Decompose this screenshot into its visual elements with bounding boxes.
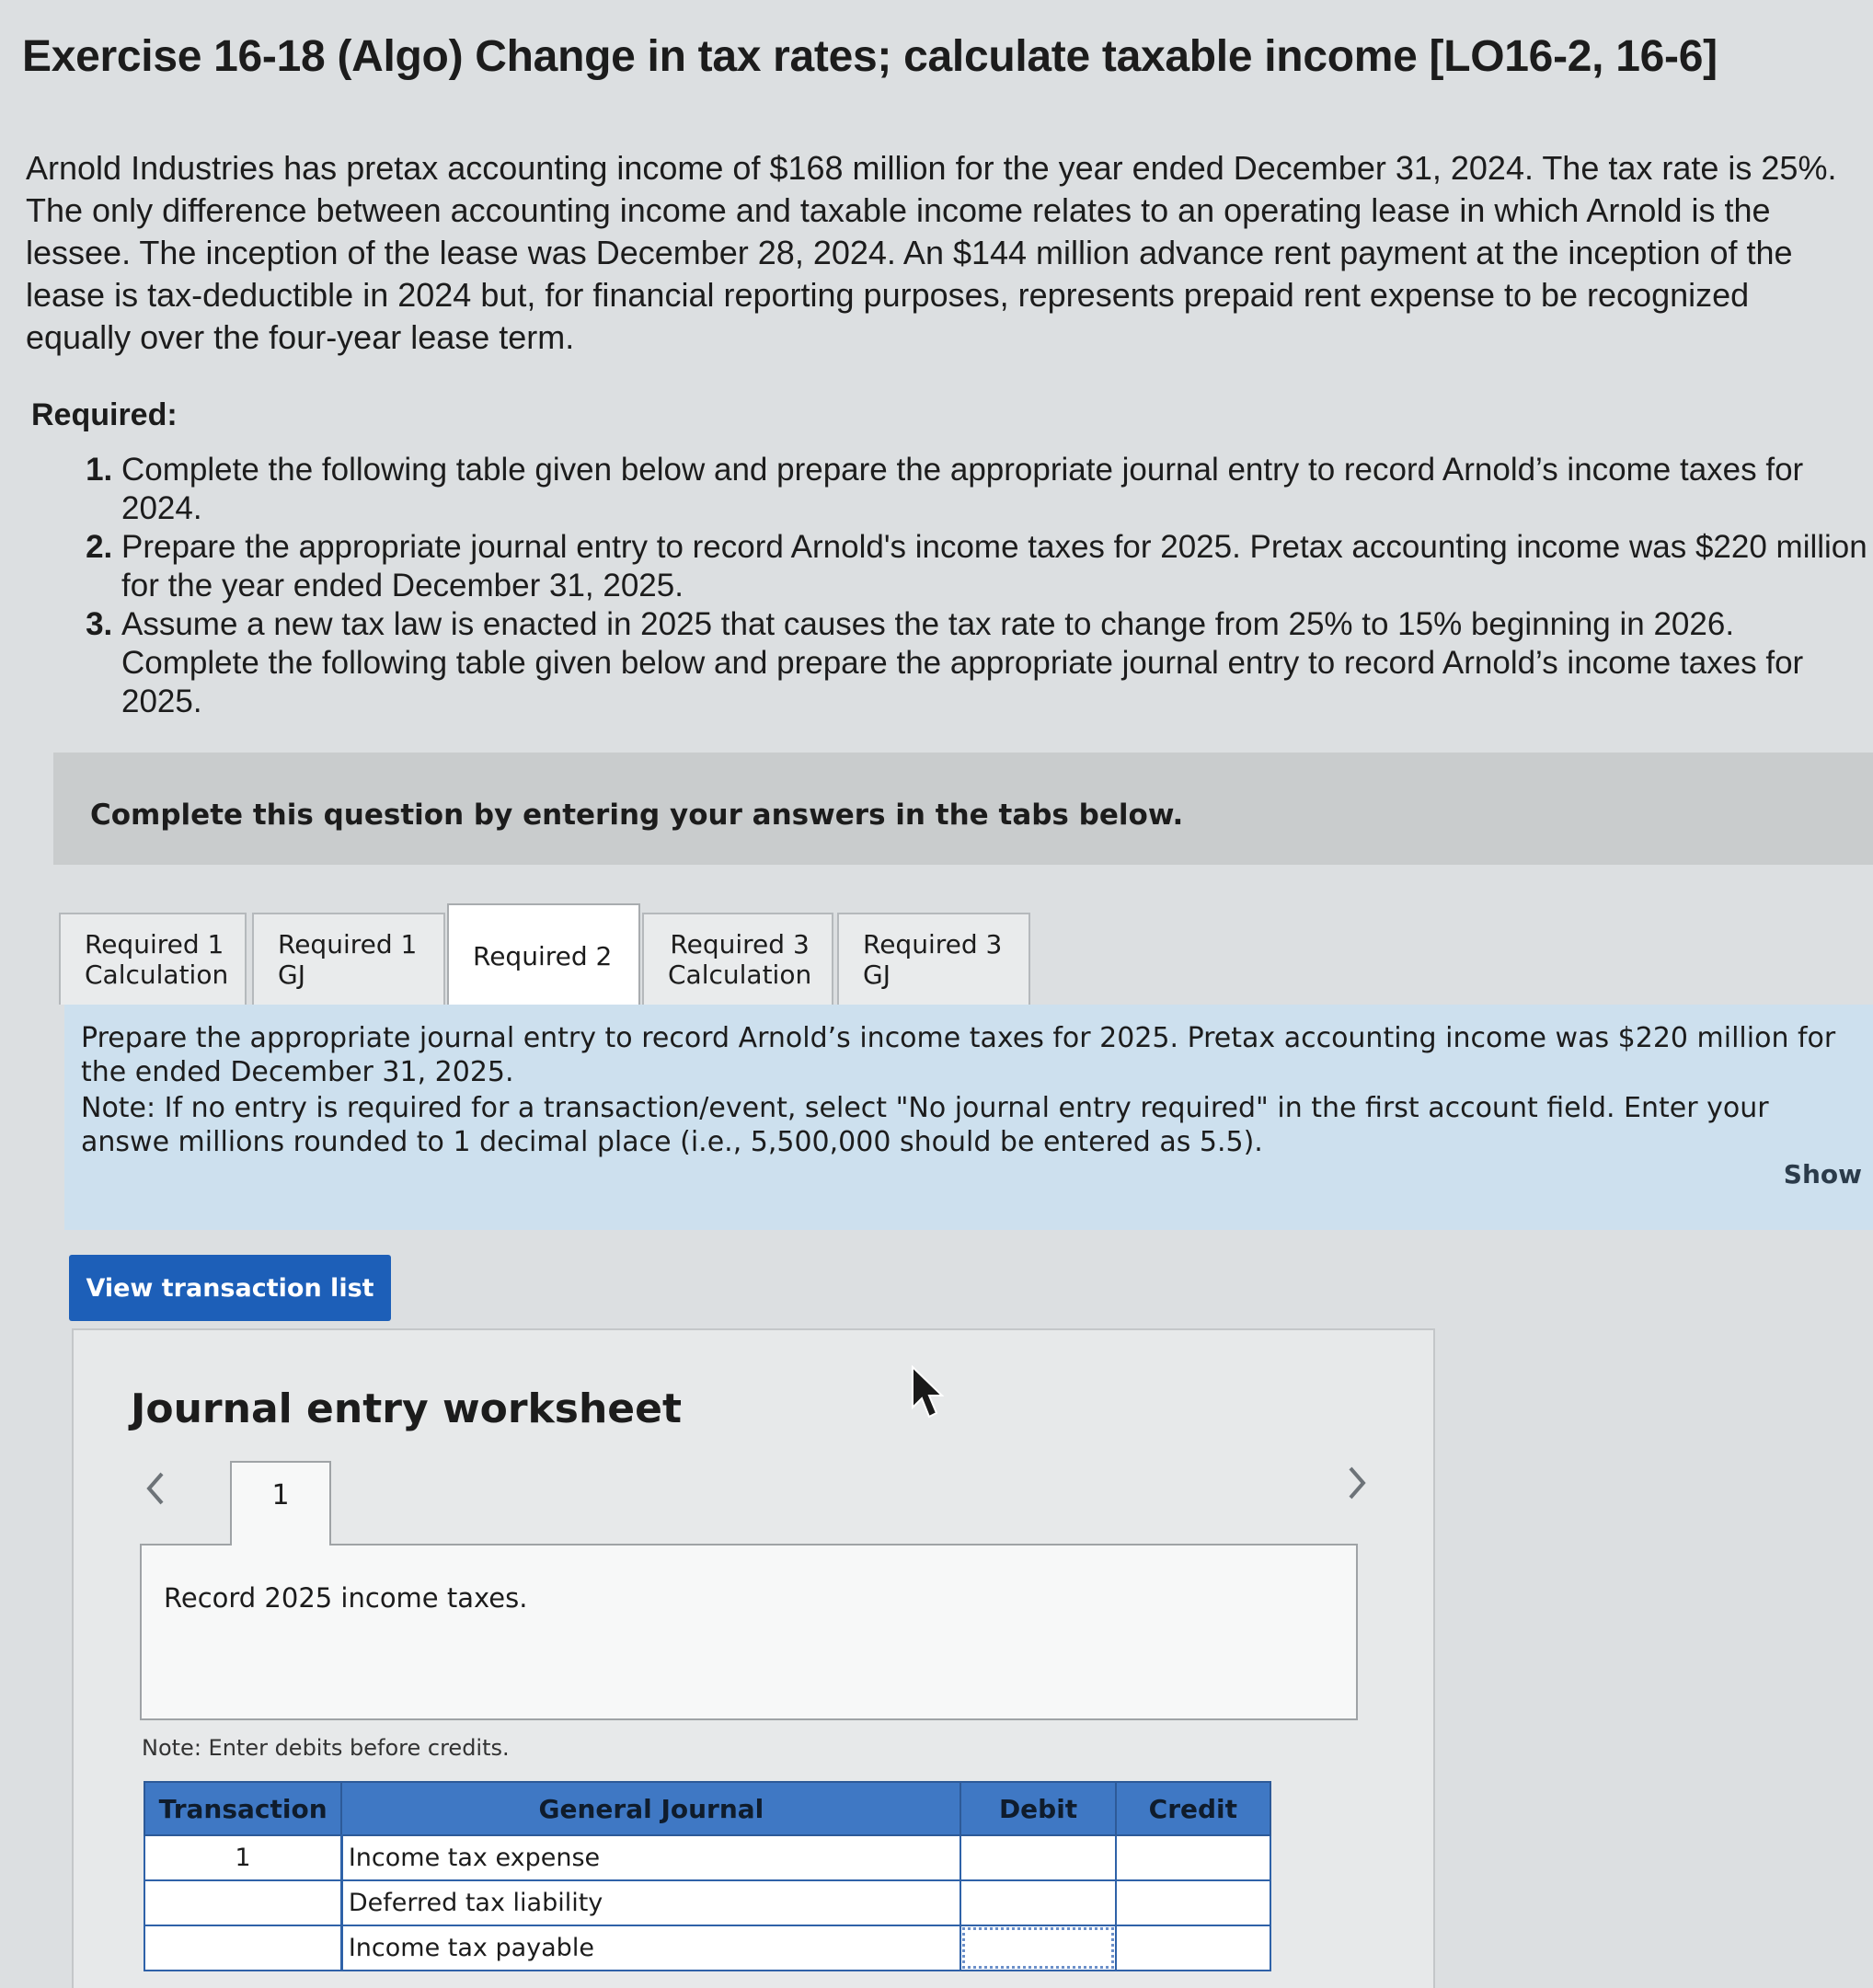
tab-panel-instructions (64, 1005, 1873, 1230)
tab-required-2[interactable] (447, 903, 640, 1006)
account-select[interactable]: Income tax expense (341, 1835, 960, 1880)
col-debit: Debit (960, 1782, 1115, 1835)
required-label: Required: (31, 397, 178, 432)
tab-required-1-calculation[interactable] (59, 913, 247, 1005)
tab-required-3-gj[interactable] (837, 913, 1030, 1005)
note-label: Note: (81, 1092, 156, 1124)
table-row (144, 1880, 1270, 1925)
view-transaction-list-button[interactable]: View transaction list (69, 1255, 391, 1321)
entry-description: Record 2025 income taxes. (164, 1582, 528, 1614)
tab-required-1-gj[interactable] (252, 913, 445, 1005)
instructions-text: Complete this question by entering your answers in the tabs below. (90, 799, 1184, 832)
transaction-cell: 1 (144, 1835, 341, 1880)
tab-label: Required 3 GJ (863, 929, 1003, 990)
account-select[interactable]: Income tax payable (341, 1925, 960, 1971)
required-item-1: 1. Complete the following table given below and prepare the appropriate journal entry to record Arnold’s income taxes for 2024. (121, 451, 1873, 528)
panel-prompt: Prepare the appropriate journal entry to record Arnold’s income taxes for 2025. Pretax accounting income was $220 million for the ended December 31, 2025. (81, 1022, 1836, 1088)
table-row (144, 1925, 1270, 1971)
debits-credits-note: Note: Enter debits before credits. (142, 1735, 510, 1761)
account-select[interactable]: Deferred tax liability (341, 1880, 960, 1925)
instructions-band (53, 753, 1873, 865)
debit-input[interactable] (967, 1929, 1112, 1968)
credit-input-cell (1116, 1835, 1270, 1880)
credit-input-cell (1116, 1925, 1270, 1971)
tab-required-3-calculation[interactable] (642, 913, 833, 1005)
chevron-left-icon[interactable] (142, 1470, 169, 1507)
required-item-2: 2. Prepare the appropriate journal entry to record Arnold's income taxes for 2025. Pretax accounting income was $220 million for the year ended December 31, 2025. (121, 528, 1873, 605)
debit-input-cell (960, 1880, 1115, 1925)
col-credit: Credit (1116, 1782, 1270, 1835)
journal-table (144, 1781, 1271, 1971)
credit-input[interactable] (1122, 1884, 1268, 1923)
tab-label: Required 2 (473, 940, 613, 971)
credit-input[interactable] (1122, 1839, 1268, 1878)
transaction-cell (144, 1880, 341, 1925)
col-transaction: Transaction (144, 1782, 341, 1835)
mouse-pointer-icon (909, 1365, 946, 1420)
note-text: If no entry is required for a transaction/event, select "No journal entry required" in the first account field. Enter your answe millions rounded to 1 decimal place (i.e., 5,500,000 should be entered as 5.5). (81, 1092, 1769, 1158)
entry-description-box (140, 1544, 1358, 1720)
show-link[interactable]: Show (1783, 1159, 1862, 1189)
transaction-cell (144, 1925, 341, 1971)
col-general-journal: General Journal (341, 1782, 960, 1835)
required-item-3: 3. Assume a new tax law is enacted in 2025 that causes the tax rate to change from 25% to 15% beginning in 2026. Complete the following table given below and prepare the appropriate journal entry to record Arnold’s income taxes for 2025. (121, 605, 1873, 721)
exercise-title: Exercise 16-18 (Algo) Change in tax rates; calculate taxable income [LO16-2, 16-6] (22, 32, 1718, 81)
chevron-right-icon[interactable] (1343, 1465, 1371, 1501)
worksheet-title: Journal entry worksheet (131, 1385, 683, 1432)
tab-label-line2: Calculation (85, 960, 229, 990)
debit-input[interactable] (967, 1839, 1112, 1878)
tab-label-line1: Required 3 (670, 929, 810, 960)
debit-input-cell (960, 1835, 1115, 1880)
entry-tab-1[interactable]: 1 (230, 1461, 331, 1546)
debit-input-cell (960, 1925, 1115, 1971)
table-row (144, 1835, 1270, 1880)
journal-entry-worksheet (72, 1328, 1435, 1988)
problem-statement: Arnold Industries has pretax accounting income of $168 million for the year ended December 31, 2024. The tax rate is 25%. The only difference between accounting income and taxable income relates to an operating lease in which Arnold is the lessee. The inception of the lease was December 28, 2024. An $144 million advance rent payment at the inception of the lease is tax-deductible in 2024 but, for financial reporting purposes, represents prepaid rent expense to be recognized equally over the four-year lease term. (26, 149, 1837, 356)
credit-input-cell (1116, 1880, 1270, 1925)
credit-input[interactable] (1122, 1929, 1268, 1968)
tab-label-line1: Required 1 (85, 929, 224, 960)
tab-label: Required 1 GJ (278, 929, 418, 990)
tab-label-line2: Calculation (668, 960, 812, 990)
panel-note (81, 1091, 1866, 1159)
debit-input[interactable] (967, 1884, 1112, 1923)
journal-header-row (144, 1782, 1270, 1835)
required-list (83, 451, 1873, 721)
